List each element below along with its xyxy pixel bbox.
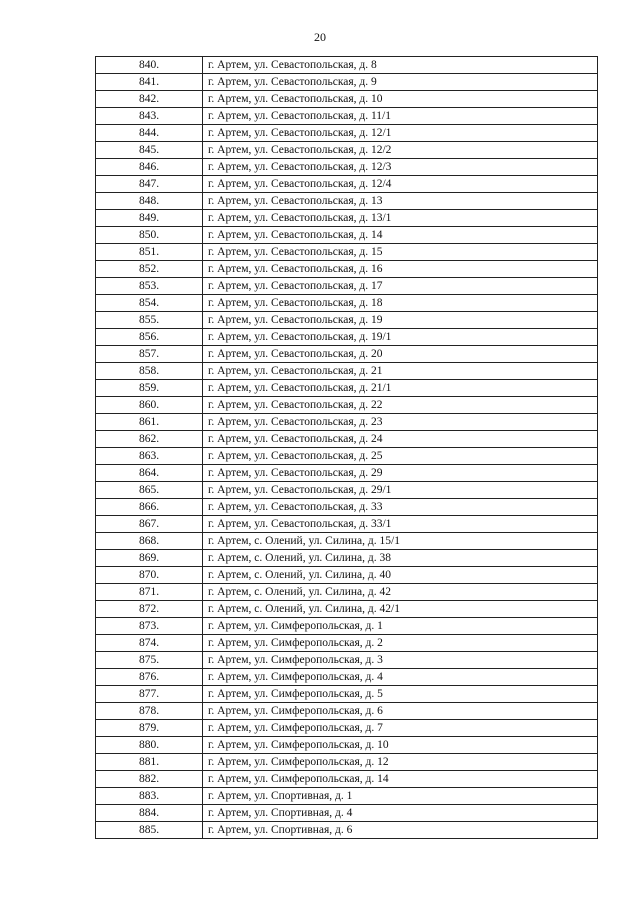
address-cell: г. Артем, ул. Севастопольская, д. 16 xyxy=(203,261,598,278)
table-row xyxy=(96,754,598,771)
row-number: 865. xyxy=(96,482,203,499)
row-number: 878. xyxy=(96,703,203,720)
table-row xyxy=(96,108,598,125)
table-row xyxy=(96,618,598,635)
address-cell: г. Артем, ул. Севастопольская, д. 24 xyxy=(203,431,598,448)
table-row xyxy=(96,380,598,397)
table-row xyxy=(96,295,598,312)
row-number: 845. xyxy=(96,142,203,159)
table-row xyxy=(96,159,598,176)
row-number: 870. xyxy=(96,567,203,584)
row-number: 866. xyxy=(96,499,203,516)
row-number: 862. xyxy=(96,431,203,448)
table-row xyxy=(96,584,598,601)
address-cell: г. Артем, ул. Севастопольская, д. 12/1 xyxy=(203,125,598,142)
table-row xyxy=(96,176,598,193)
address-cell: г. Артем, ул. Симферопольская, д. 3 xyxy=(203,652,598,669)
address-cell: г. Артем, ул. Севастопольская, д. 13 xyxy=(203,193,598,210)
row-number: 858. xyxy=(96,363,203,380)
table-row xyxy=(96,193,598,210)
table-row xyxy=(96,74,598,91)
address-cell: г. Артем, ул. Севастопольская, д. 29/1 xyxy=(203,482,598,499)
row-number: 843. xyxy=(96,108,203,125)
row-number: 856. xyxy=(96,329,203,346)
row-number: 864. xyxy=(96,465,203,482)
address-cell: г. Артем, ул. Спортивная, д. 6 xyxy=(203,822,598,839)
table-row xyxy=(96,635,598,652)
table-row xyxy=(96,465,598,482)
address-cell: г. Артем, ул. Спортивная, д. 4 xyxy=(203,805,598,822)
page-number: 20 xyxy=(314,30,326,44)
address-cell: г. Артем, ул. Севастопольская, д. 9 xyxy=(203,74,598,91)
row-number: 879. xyxy=(96,720,203,737)
address-table-body xyxy=(96,57,598,839)
address-cell: г. Артем, ул. Севастопольская, д. 12/2 xyxy=(203,142,598,159)
row-number: 873. xyxy=(96,618,203,635)
table-row xyxy=(96,652,598,669)
row-number: 840. xyxy=(96,57,203,74)
table-row xyxy=(96,91,598,108)
table-row xyxy=(96,516,598,533)
address-cell: г. Артем, ул. Симферопольская, д. 12 xyxy=(203,754,598,771)
address-cell: г. Артем, ул. Севастопольская, д. 19/1 xyxy=(203,329,598,346)
table-row xyxy=(96,244,598,261)
table-row xyxy=(96,788,598,805)
row-number: 861. xyxy=(96,414,203,431)
row-number: 877. xyxy=(96,686,203,703)
table-row xyxy=(96,771,598,788)
table-row xyxy=(96,805,598,822)
row-number: 871. xyxy=(96,584,203,601)
row-number: 853. xyxy=(96,278,203,295)
table-row xyxy=(96,533,598,550)
address-cell: г. Артем, ул. Севастопольская, д. 21 xyxy=(203,363,598,380)
address-cell: г. Артем, ул. Севастопольская, д. 17 xyxy=(203,278,598,295)
address-cell: г. Артем, ул. Севастопольская, д. 25 xyxy=(203,448,598,465)
address-cell: г. Артем, ул. Севастопольская, д. 29 xyxy=(203,465,598,482)
table-row xyxy=(96,822,598,839)
row-number: 863. xyxy=(96,448,203,465)
address-cell: г. Артем, ул. Симферопольская, д. 7 xyxy=(203,720,598,737)
table-row xyxy=(96,346,598,363)
row-number: 860. xyxy=(96,397,203,414)
address-cell: г. Артем, ул. Симферопольская, д. 10 xyxy=(203,737,598,754)
row-number: 876. xyxy=(96,669,203,686)
row-number: 844. xyxy=(96,125,203,142)
row-number: 849. xyxy=(96,210,203,227)
row-number: 884. xyxy=(96,805,203,822)
table-row xyxy=(96,397,598,414)
address-cell: г. Артем, ул. Севастопольская, д. 13/1 xyxy=(203,210,598,227)
table-row xyxy=(96,482,598,499)
row-number: 852. xyxy=(96,261,203,278)
address-cell: г. Артем, ул. Севастопольская, д. 23 xyxy=(203,414,598,431)
row-number: 847. xyxy=(96,176,203,193)
table-row xyxy=(96,210,598,227)
address-cell: г. Артем, с. Олений, ул. Силина, д. 40 xyxy=(203,567,598,584)
row-number: 850. xyxy=(96,227,203,244)
table-row xyxy=(96,278,598,295)
address-cell: г. Артем, ул. Симферопольская, д. 14 xyxy=(203,771,598,788)
row-number: 841. xyxy=(96,74,203,91)
table-row xyxy=(96,499,598,516)
address-cell: г. Артем, ул. Севастопольская, д. 12/4 xyxy=(203,176,598,193)
table-row xyxy=(96,363,598,380)
row-number: 882. xyxy=(96,771,203,788)
address-cell: г. Артем, ул. Севастопольская, д. 15 xyxy=(203,244,598,261)
table-row xyxy=(96,737,598,754)
row-number: 842. xyxy=(96,91,203,108)
row-number: 875. xyxy=(96,652,203,669)
table-row xyxy=(96,414,598,431)
address-cell: г. Артем, ул. Симферопольская, д. 2 xyxy=(203,635,598,652)
row-number: 868. xyxy=(96,533,203,550)
row-number: 885. xyxy=(96,822,203,839)
table-row xyxy=(96,431,598,448)
table-row xyxy=(96,550,598,567)
row-number: 883. xyxy=(96,788,203,805)
address-cell: г. Артем, ул. Севастопольская, д. 10 xyxy=(203,91,598,108)
table-row xyxy=(96,312,598,329)
row-number: 857. xyxy=(96,346,203,363)
table-row xyxy=(96,142,598,159)
address-cell: г. Артем, с. Олений, ул. Силина, д. 42/1 xyxy=(203,601,598,618)
table-row xyxy=(96,227,598,244)
row-number: 854. xyxy=(96,295,203,312)
address-cell: г. Артем, ул. Севастопольская, д. 18 xyxy=(203,295,598,312)
address-cell: г. Артем, ул. Севастопольская, д. 11/1 xyxy=(203,108,598,125)
row-number: 848. xyxy=(96,193,203,210)
address-cell: г. Артем, ул. Симферопольская, д. 5 xyxy=(203,686,598,703)
address-cell: г. Артем, ул. Севастопольская, д. 12/3 xyxy=(203,159,598,176)
table-row xyxy=(96,720,598,737)
address-cell: г. Артем, ул. Симферопольская, д. 4 xyxy=(203,669,598,686)
table-row xyxy=(96,329,598,346)
row-number: 851. xyxy=(96,244,203,261)
address-cell: г. Артем, ул. Севастопольская, д. 20 xyxy=(203,346,598,363)
table-row xyxy=(96,686,598,703)
address-cell: г. Артем, ул. Симферопольская, д. 1 xyxy=(203,618,598,635)
table-row xyxy=(96,125,598,142)
table-row xyxy=(96,601,598,618)
table-row xyxy=(96,669,598,686)
address-cell: г. Артем, ул. Севастопольская, д. 33/1 xyxy=(203,516,598,533)
row-number: 869. xyxy=(96,550,203,567)
address-cell: г. Артем, ул. Севастопольская, д. 33 xyxy=(203,499,598,516)
address-cell: г. Артем, ул. Севастопольская, д. 21/1 xyxy=(203,380,598,397)
row-number: 846. xyxy=(96,159,203,176)
row-number: 859. xyxy=(96,380,203,397)
address-cell: г. Артем, с. Олений, ул. Силина, д. 42 xyxy=(203,584,598,601)
address-cell: г. Артем, ул. Севастопольская, д. 19 xyxy=(203,312,598,329)
row-number: 880. xyxy=(96,737,203,754)
table-row xyxy=(96,703,598,720)
address-cell: г. Артем, ул. Севастопольская, д. 14 xyxy=(203,227,598,244)
table-row xyxy=(96,448,598,465)
row-number: 867. xyxy=(96,516,203,533)
row-number: 872. xyxy=(96,601,203,618)
address-cell: г. Артем, ул. Симферопольская, д. 6 xyxy=(203,703,598,720)
row-number: 855. xyxy=(96,312,203,329)
table-row xyxy=(96,57,598,74)
address-cell: г. Артем, ул. Севастопольская, д. 22 xyxy=(203,397,598,414)
address-cell: г. Артем, с. Олений, ул. Силина, д. 38 xyxy=(203,550,598,567)
row-number: 874. xyxy=(96,635,203,652)
address-cell: г. Артем, ул. Спортивная, д. 1 xyxy=(203,788,598,805)
table-row xyxy=(96,261,598,278)
row-number: 881. xyxy=(96,754,203,771)
address-cell: г. Артем, ул. Севастопольская, д. 8 xyxy=(203,57,598,74)
table-row xyxy=(96,567,598,584)
address-cell: г. Артем, с. Олений, ул. Силина, д. 15/1 xyxy=(203,533,598,550)
address-table xyxy=(95,56,598,839)
